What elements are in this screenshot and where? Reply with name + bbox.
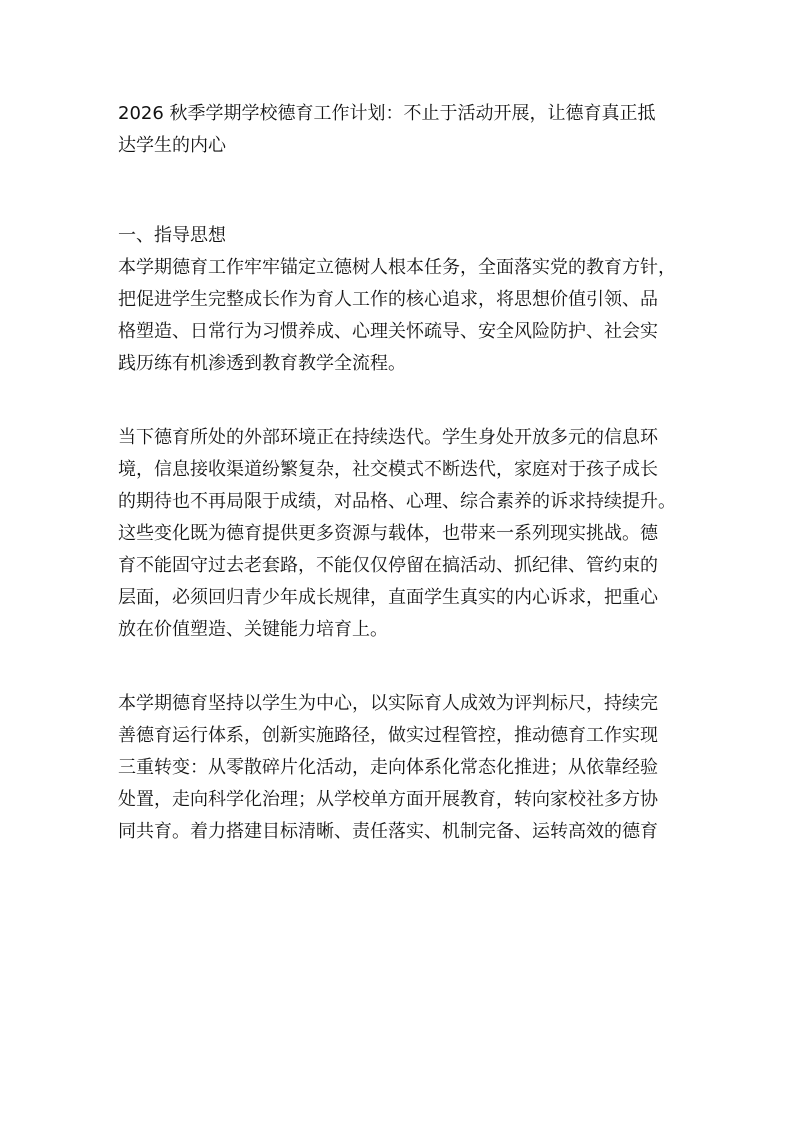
- paragraph-line: 践历练有机渗透到教育教学全流程。: [118, 353, 406, 374]
- paragraph-line: 放在价值塑造、关键能力培育上。: [118, 619, 388, 640]
- document-page: [118, 98, 678, 848]
- paragraph-line: 这些变化既为德育提供更多资源与载体，也带来一系列现实挑战。德: [118, 523, 658, 544]
- paragraph-line: 把促进学生完整成长作为育人工作的核心追求，将思想价值引领、品: [118, 289, 658, 310]
- paragraph-line: 境，信息接收渠道纷繁复杂，社交模式不断迭代，家庭对于孩子成长: [118, 459, 658, 480]
- paragraph-1: [118, 252, 678, 380]
- paragraph-line: 本学期德育坚持以学生为中心，以实际育人成效为评判标尺，持续完: [118, 693, 658, 714]
- paragraph-line: 三重转变：从零散碎片化活动，走向体系化常态化推进；从依靠经验: [118, 757, 658, 778]
- paragraph-line: 层面，必须回归青少年成长规律，直面学生真实的内心诉求，把重心: [118, 587, 658, 608]
- paragraph-line: 同共育。着力搭建目标清晰、责任落实、机制完备、运转高效的德育: [118, 821, 658, 842]
- paragraph-line: 善德育运行体系，创新实施路径，做实过程管控，推动德育工作实现: [118, 725, 658, 746]
- section-heading: 一、指导思想: [118, 225, 226, 246]
- paragraph-2: [118, 422, 678, 646]
- paragraph-line: 格塑造、日常行为习惯养成、心理关怀疏导、安全风险防护、社会实: [118, 321, 658, 342]
- paragraph-line: 处置，走向科学化治理；从学校单方面开展教育，转向家校社多方协: [118, 789, 658, 810]
- paragraph-line: 的期待也不再局限于成绩，对品格、心理、综合素养的诉求持续提升。: [118, 491, 676, 512]
- document-title-line-2: 达学生的内心: [118, 135, 226, 156]
- paragraph-line: 当下德育所处的外部环境正在持续迭代。学生身处开放多元的信息环: [118, 427, 658, 448]
- paragraph-line: 育不能固守过去老套路，不能仅仅停留在搞活动、抓纪律、管约束的: [118, 555, 658, 576]
- document-title-line-1: 2026 秋季学期学校德育工作计划：不止于活动开展，让德育真正抵: [118, 103, 656, 124]
- paragraph-line: 本学期德育工作牢牢锚定立德树人根本任务，全面落实党的教育方针，: [118, 257, 676, 278]
- paragraph-3: [118, 688, 678, 848]
